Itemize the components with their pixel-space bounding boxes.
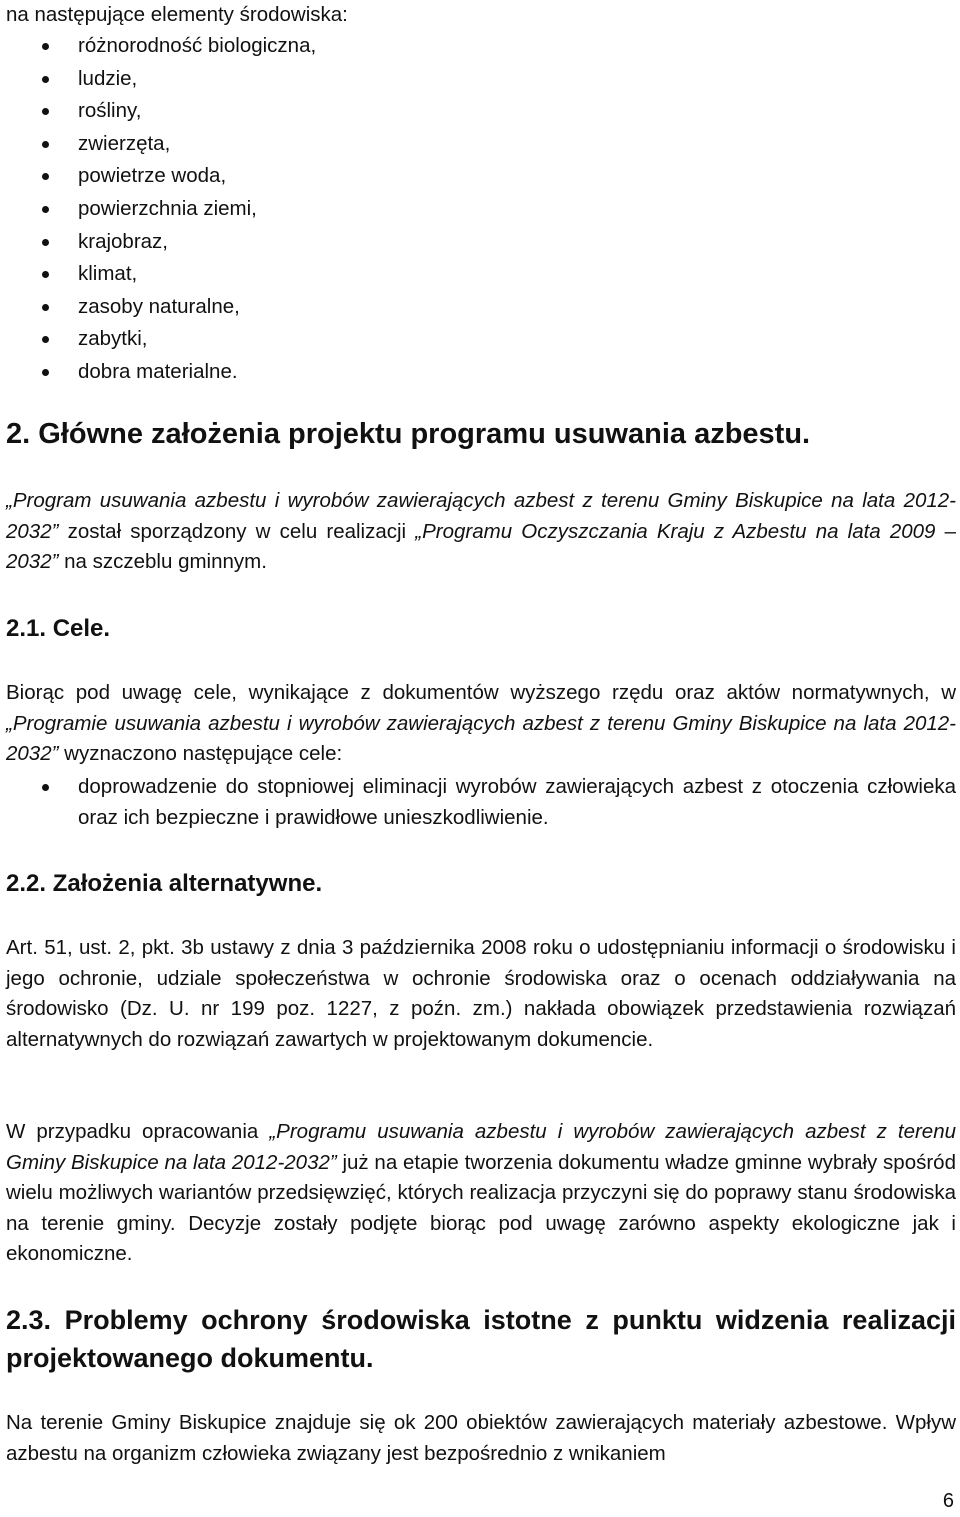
list-item: różnorodność biologiczna, bbox=[6, 30, 956, 63]
list-item: dobra materialne. bbox=[6, 356, 956, 389]
section-2-paragraph bbox=[6, 486, 956, 578]
environment-elements-list bbox=[6, 30, 956, 389]
list-item: powierzchnia ziemi, bbox=[6, 193, 956, 226]
program-title-italic: „Programie usuwania azbestu i wyrobów zawierających azbest z terenu Gminy Biskupice na lata 2012-2032” bbox=[6, 711, 956, 765]
section-2-2-paragraph-1: Art. 51, ust. 2, pkt. 3b ustawy z dnia 3 października 2008 roku o udostępnianiu informacji o środowisku i jego ochronie, udziale społeczeństwa w ochronie środowiska oraz o ocenach oddziaływania na środowisko (Dz. U. nr 199 poz. 1227, z poźn. zm.) nakłada obowiązek przedstawienia rozwiązań alternatywnych do rozwiązań zawartych w projektowanym dokumencie. bbox=[6, 936, 956, 1051]
goals-list bbox=[6, 772, 956, 833]
paragraph-text: wyznaczono następujące cele: bbox=[58, 742, 343, 765]
section-2-3-paragraph: Na terenie Gminy Biskupice znajduje się ok 200 obiektów zawierających materiały azbestowe. Wpływ azbestu na organizm człowieka związany jest bezpośrednio z wnikaniem bbox=[6, 1411, 956, 1465]
program-title-italic: „Programu usuwania azbestu i wyrobów zawierających azbest z terenu Gminy Biskupice na lata 2012-2032” bbox=[6, 1120, 956, 1174]
list-item: zasoby naturalne, bbox=[6, 291, 956, 324]
section-2-3-heading: 2.3. Problemy ochrony środowiska istotne z punktu widzenia realizacji projektowanego dokumentu. bbox=[6, 1305, 956, 1373]
section-2-2-paragraph-2 bbox=[6, 1117, 956, 1270]
paragraph-text: już na etapie tworzenia dokumentu władze gminne wybrały spośród wielu możliwych wariantów przedsięwzięć, których realizacja przyczyni się do poprawy stanu środowiska na terenie gminy. Decyzje zostały podjęte biorąc pod uwagę zarówno aspekty ekologiczne jak i ekonomiczne. bbox=[6, 1150, 956, 1265]
paragraph-text: Biorąc pod uwagę cele, wynikające z dokumentów wyższego rzędu oraz aktów normatywnych, w bbox=[6, 681, 956, 704]
paragraph-text: na szczeblu gminnym. bbox=[58, 550, 267, 573]
section-2-heading: 2. Główne założenia projektu programu usuwania azbestu. bbox=[6, 418, 811, 450]
section-2-2-heading: 2.2. Założenia alternatywne. bbox=[6, 870, 323, 897]
page-number: 6 bbox=[942, 1490, 954, 1512]
paragraph-text: W przypadku opracowania bbox=[6, 1120, 270, 1143]
intro-text: na następujące elementy środowiska: bbox=[6, 3, 348, 26]
list-item: zwierzęta, bbox=[6, 128, 956, 161]
list-item: rośliny, bbox=[6, 95, 956, 128]
list-item: ludzie, bbox=[6, 63, 956, 96]
list-item: krajobraz, bbox=[6, 226, 956, 259]
section-2-1-heading: 2.1. Cele. bbox=[6, 615, 111, 642]
national-program-title-italic: „Programu Oczyszczania Kraju z Azbestu na lata 2009 – 2032” bbox=[6, 519, 956, 573]
list-item: zabytki, bbox=[6, 323, 956, 356]
list-item: klimat, bbox=[6, 258, 956, 291]
paragraph-text: został sporządzony w celu realizacji bbox=[58, 519, 416, 543]
section-2-1-paragraph bbox=[6, 678, 956, 770]
program-title-italic: „Program usuwania azbestu i wyrobów zawierających azbest z terenu Gminy Biskupice na lata 2012-2032” bbox=[6, 489, 956, 543]
list-item: doprowadzenie do stopniowej eliminacji wyrobów zawierających azbest z otoczenia człowieka oraz ich bezpieczne i prawidłowe unieszkodliwienie. bbox=[6, 772, 956, 833]
list-item: powietrze woda, bbox=[6, 160, 956, 193]
